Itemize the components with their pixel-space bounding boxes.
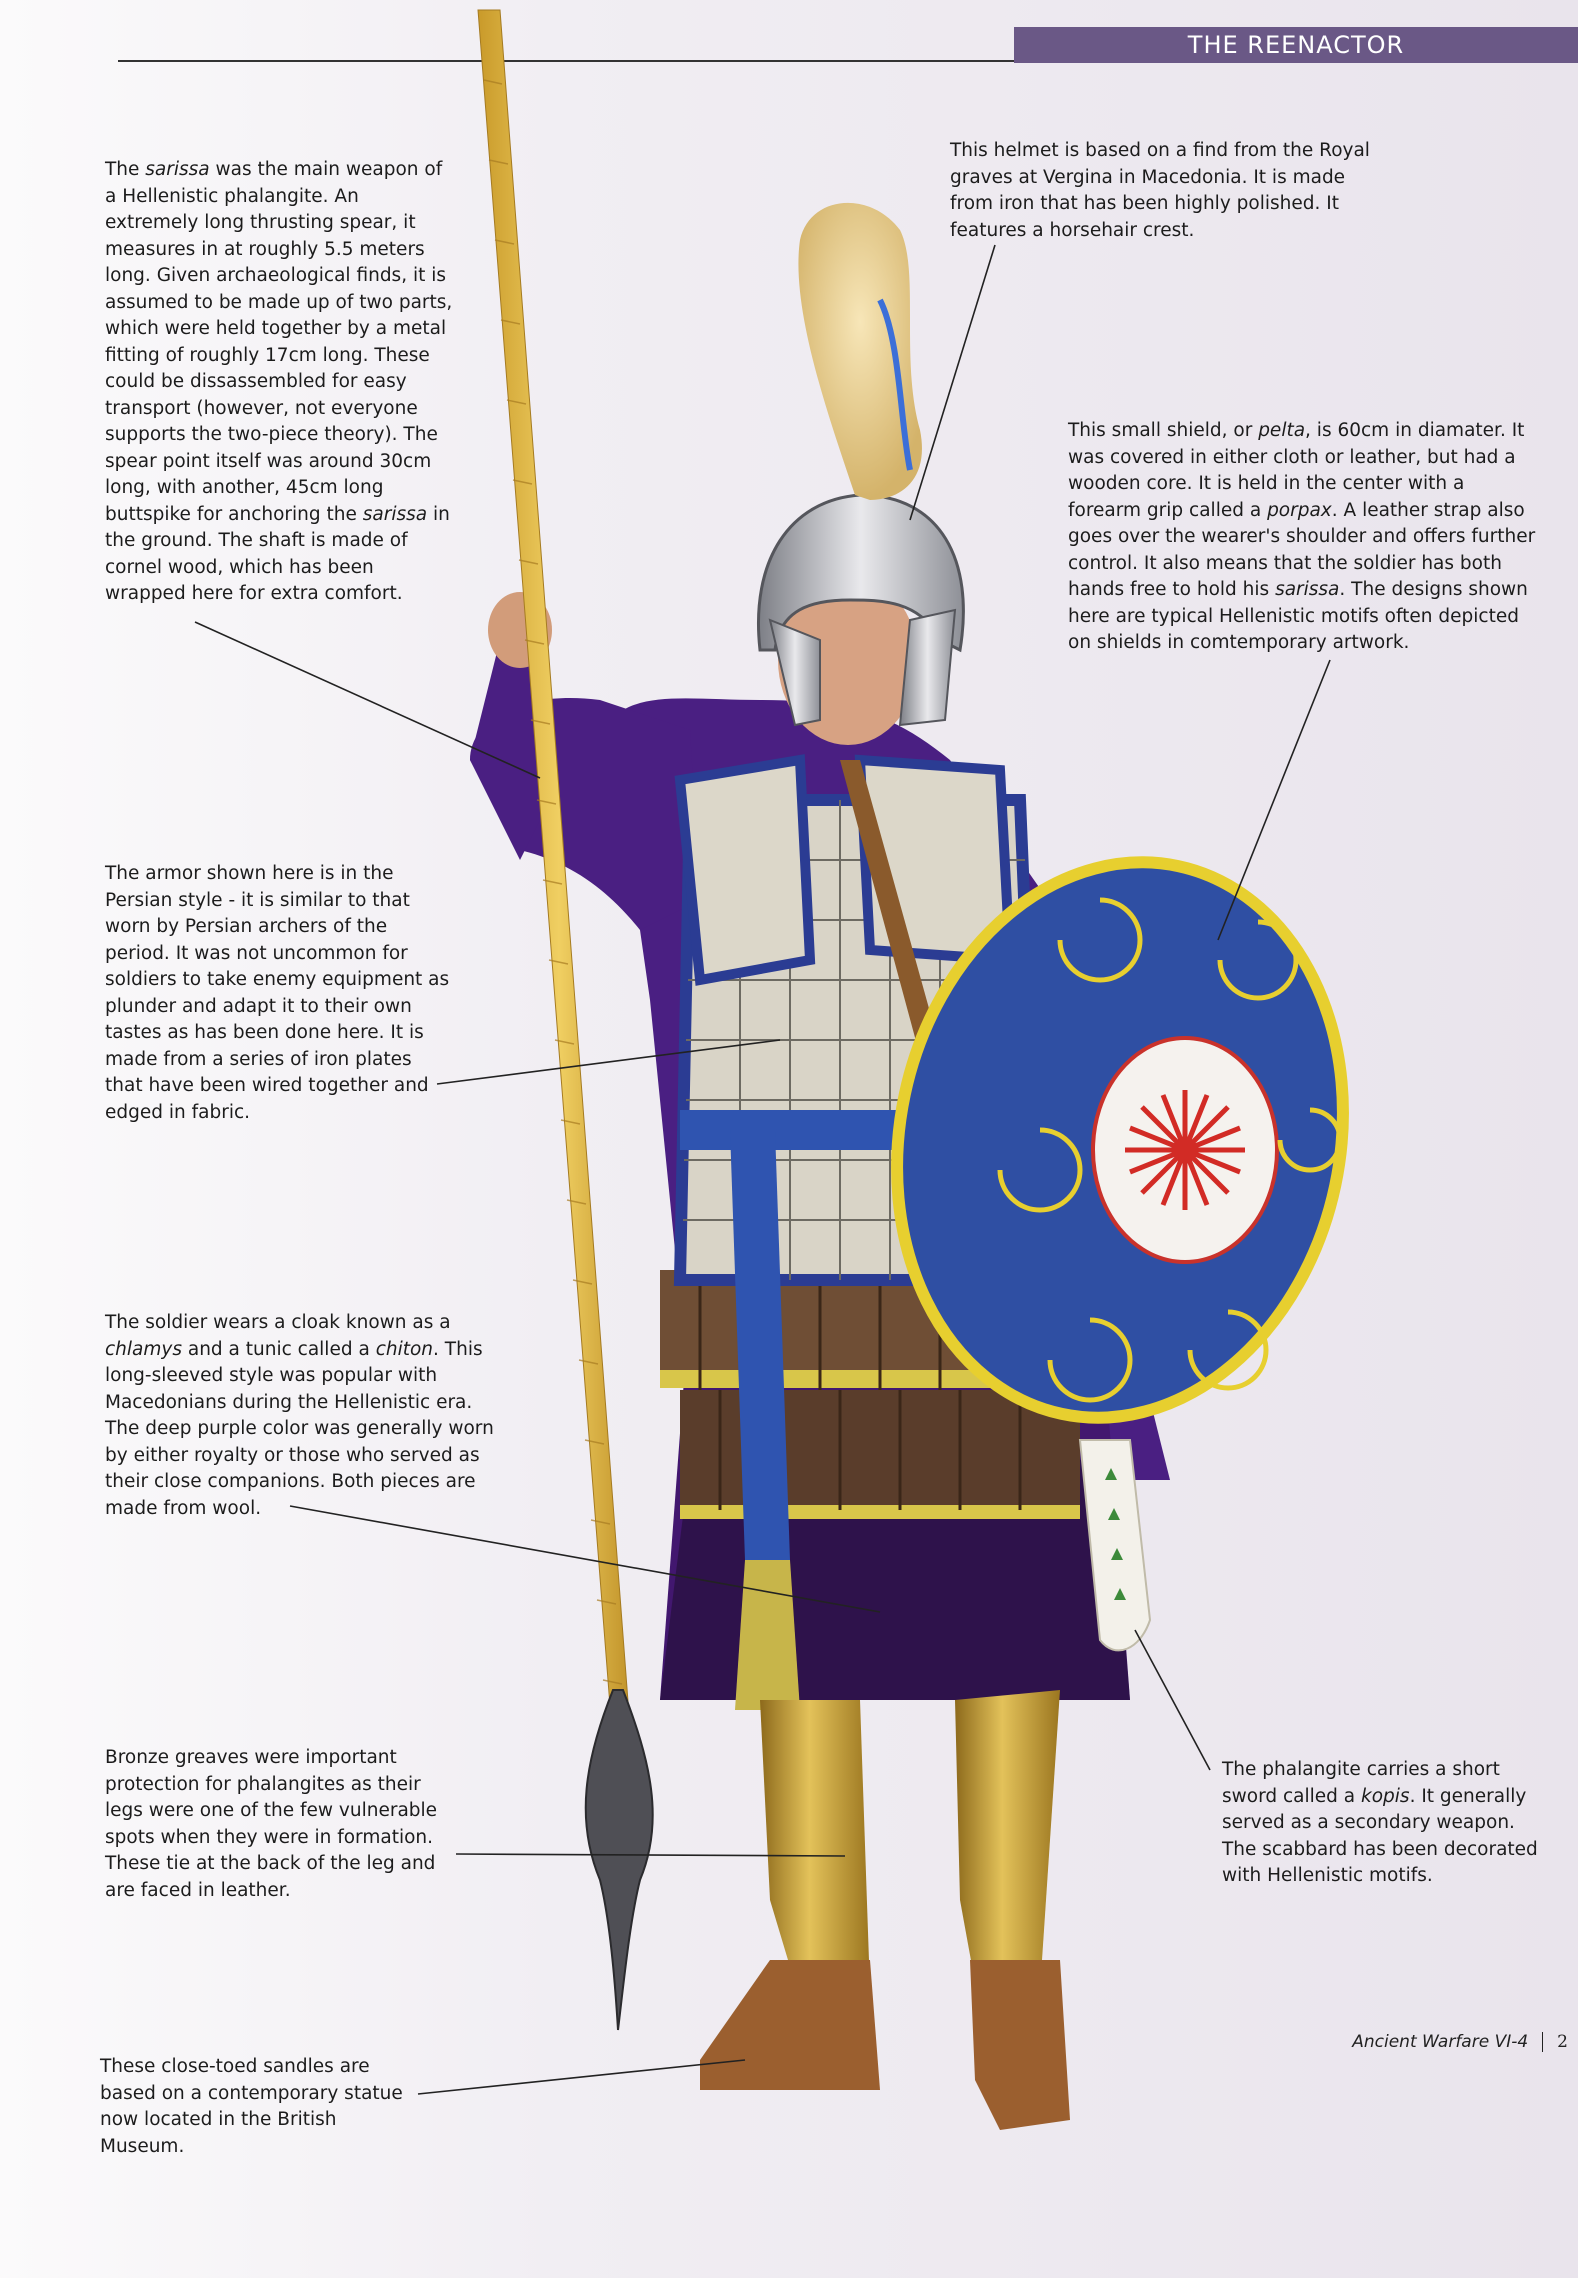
caption-shield-text-after: . The designs shown here are typical Hellenistic motifs often depicted on shields in comtemporary artwork.	[1068, 579, 1528, 653]
right-sandal	[970, 1960, 1070, 2130]
caption-sword-italic1: kopis	[1361, 1785, 1410, 1807]
caption-sword-text-before: The phalangite carries a short sword called a	[1222, 1759, 1500, 1807]
sarissa-shaft	[478, 10, 640, 1860]
caption-shield-italic3: sarissa	[1275, 579, 1340, 600]
caption-shield-italic1: pelta	[1258, 420, 1306, 441]
caption-sandals-text: These close-toed sandles are based on a contemporary statue now located in the British Museum.	[100, 2056, 403, 2157]
vergina-sun	[1125, 1090, 1245, 1210]
caption-shield-text-mid: , is 60cm in diamater. It was covered in either cloth or leather, but had a wooden core. It is held in the center with a forearm grip called a	[1068, 420, 1525, 521]
footer-separator	[1542, 2032, 1543, 2052]
page-number: 2	[1557, 2032, 1568, 2052]
caption-sarissa-italic2: sarissa	[362, 503, 428, 525]
caption-shield	[1068, 418, 1538, 657]
buttspike	[586, 1690, 653, 2030]
caption-cloak-text-after: . This long-sleeved style was popular with Macedonians during the Hellenistic era. The deep purple color was generally worn by either royalty or those who served as their close companions. Both pieces are made from wool.	[105, 1338, 494, 1519]
caption-sandals	[100, 2054, 420, 2160]
caption-armor	[105, 861, 450, 1126]
caption-greaves-text: Bronze greaves were important protection for phalangites as their legs were one of the few vulnerable spots when they were in formation. These tie at the back of the leg and are faced in leather.	[105, 1747, 438, 1901]
horsehair-crest	[798, 203, 922, 500]
caption-sarissa-text-mid: was the main weapon of a Hellenistic phalangite. An extremely long thrusting spear, it measures in at roughly 5.5 meters long. Given archaeological finds, it is assumed to be made up of two parts, which were held together by a metal fitting of roughly 17cm long. These could be dissassembled for easy transport (however, not everyone supports the two-piece theory). The spear point itself was around 30cm long, with another, 45cm long buttspike for anchoring the	[105, 159, 453, 525]
caption-helmet-text: This helmet is based on a find from the Royal graves at Vergina in Macedonia. It is made from iron that has been highly polished. It features a horsehair crest.	[950, 140, 1370, 241]
caption-sarissa-italic1: sarissa	[145, 159, 210, 180]
left-sandal	[700, 1960, 880, 2090]
caption-shield-text-mid2: . A leather strap also goes over the wearer's shoulder and offers further control. It also means that the soldier has both hands free to hold his	[1068, 499, 1536, 600]
caption-armor-text: The armor shown here is in the Persian style - it is similar to that worn by Persian archers of the period. It was not uncommon for soldiers to take enemy equipment as plunder and adapt it to their own tastes as has been done here. It is made from a series of iron plates that have been wired together and edged in fabric.	[105, 863, 450, 1123]
caption-sword-text-after: . It generally served as a secondary weapon. The scabbard has been decorated with Hellenistic motifs.	[1222, 1785, 1538, 1886]
caption-cloak-italic2: chiton	[375, 1338, 434, 1360]
caption-sarissa-text-after: in the ground. The shaft is made of cornel wood, which has been wrapped here for extra comfort.	[105, 503, 450, 604]
caption-greaves	[105, 1745, 450, 1904]
caption-helmet	[950, 138, 1390, 244]
caption-cloak-text-mid: and a tunic called a	[181, 1338, 376, 1360]
caption-shield-italic2: porpax	[1267, 499, 1332, 521]
left-greave	[760, 1700, 870, 2000]
publication-name: Ancient Warfare VI-4	[1352, 2032, 1529, 2052]
caption-sarissa	[105, 157, 455, 608]
caption-cloak-text-before: The soldier wears a cloak known as a	[105, 1312, 451, 1333]
caption-cloak-italic1: chlamys	[105, 1338, 182, 1360]
section-label-text: THE REENACTOR	[1187, 31, 1405, 59]
sash-tassels	[735, 1560, 800, 1710]
caption-cloak	[105, 1310, 505, 1522]
caption-sarissa-text-before: The	[105, 159, 146, 180]
caption-shield-text-before: This small shield, or	[1068, 420, 1259, 441]
page-footer	[1352, 2032, 1568, 2052]
caption-sword	[1222, 1757, 1547, 1890]
